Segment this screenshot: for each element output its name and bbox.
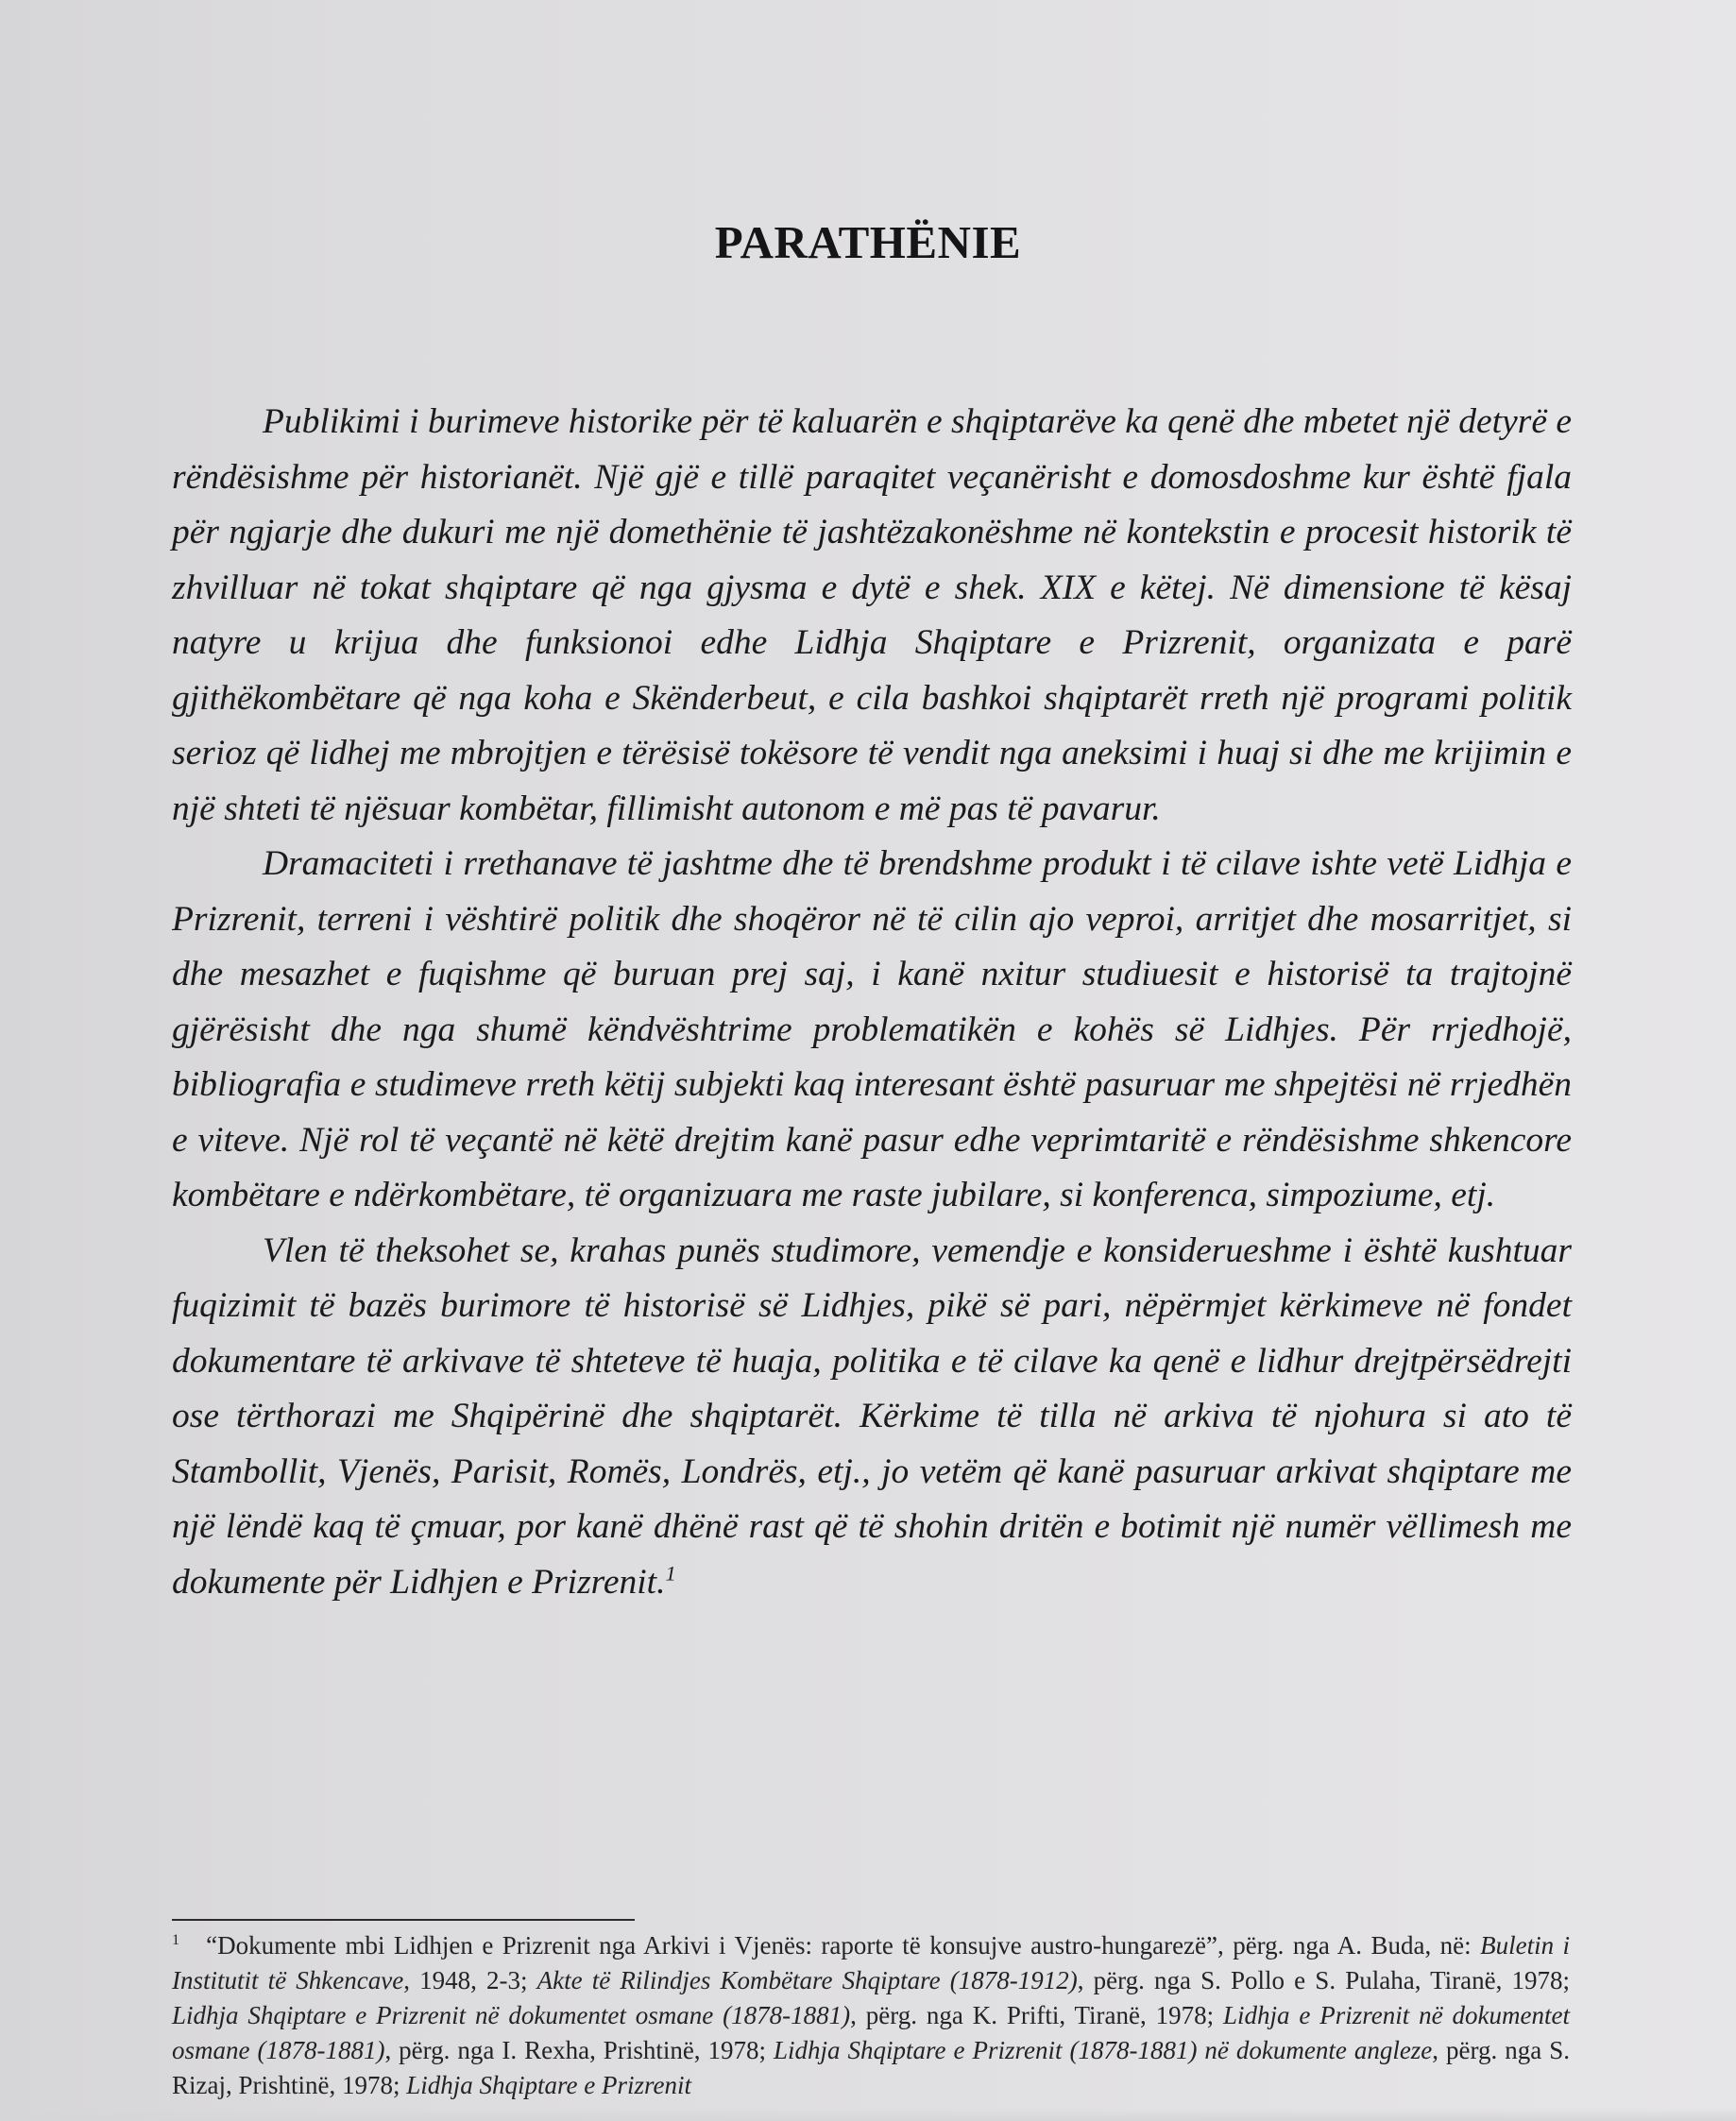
- footnote-title: Buletin i Institutit të Shkencave: [172, 1931, 1571, 1994]
- footnote-title: Lidhja Shqiptare e Prizrenit në dokumentet osmane (1878-1881): [172, 2001, 851, 2029]
- footnote-reference[interactable]: 1: [665, 1561, 676, 1585]
- page-title: PARATHËNIE: [714, 216, 1022, 268]
- paragraph-1: Publikimi i burimeve historike për të kaluarën e shqiptarëve ka qenë dhe mbetet një detyrë e rëndësishme për historianët. Një gjë e tillë paraqitet veçanërisht e domosdoshme kur është fjala për ngjarje dhe dukuri me një domethënie të jashtëzakonëshme në kontekstin e procesit historik të zhvilluar në tokat shqiptare që nga gjysma e dytë e shek. XIX e këtej. Në dimensione të kësaj natyre u krijua dhe funksionoi edhe Lidhja Shqiptare e Prizrenit, organizata e parë gjithëkombëtare që nga koha e Skënderbeut, e cila bashkoi shqiptarët rreth një programi politik serioz që lidhej me mbrojtjen e tërësisë tokësore të vendit nga aneksimi i huaj si dhe me krijimin e një shteti të njësuar kombëtar, fillimisht autonom e më pas të pavarur.: [172, 402, 1572, 828]
- footnote-run: , përg. nga S. Rizaj, Prishtinë, 1978;: [172, 2036, 1570, 2099]
- footnote-text: [172, 1931, 1570, 2099]
- body-text: [172, 395, 1572, 1610]
- page-bottom-edge: [0, 2108, 1736, 2121]
- footnote-run: , përg. nga K. Prifti, Tiranë, 1978;: [850, 2001, 1223, 2029]
- footnote-marker: 1: [172, 1931, 180, 1948]
- footnote-title: Lidhja Shqiptare e Prizrenit (1878-1881) në dokumente angleze: [774, 2036, 1433, 2064]
- footnote-title: Akte të Rilindjes Kombëtare Shqiptare (1878-1912): [536, 1966, 1078, 1994]
- footnote-title: Lidhja e Prizrenit në dokumentet osmane (1878-1881): [172, 2001, 1570, 2064]
- footnote-title: Lidhja Shqiptare e Prizrenit: [406, 2071, 691, 2099]
- paragraph-3: [172, 1224, 1572, 1611]
- paragraph-3-text: Vlen të theksohet se, krahas punës studimore, vemendje e konsiderueshme i është kushtuar fuqizimit të bazës burimore të historisë së Lidhjes, pikë së pari, nëpërmjet kërkimeve në fondet dokumentare të arkivave të shteteve të huaja, politika e të cilave ka qenë e lidhur drejtpërsëdrejti ose tërthorazi me Shqipërinë dhe shqiptarët. Kërkime të tilla në arkiva të njohura si ato të Stambollit, Vjenës, Parisit, Romës, Londrës, etj., jo vetëm që kanë pasuruar arkivat shqiptare me një lëndë kaq të çmuar, por kanë dhënë rast që të shohin dritën e botimit një numër vëllimesh me dokumente për Lidhjen e Prizrenit.: [172, 1230, 1572, 1602]
- footnote-1: [172, 1928, 1570, 2103]
- footnote-run: , përg. nga I. Rexha, Prishtinë, 1978;: [384, 2036, 774, 2064]
- footnote-run: “Dokumente mbi Lidhjen e Prizrenit nga Arkivi i Vjenës: raporte të konsujve austro-hungarezë”, përg. nga A. Buda, në:: [206, 1931, 1481, 1960]
- footnote-run: , përg. nga S. Pollo e S. Pulaha, Tiranë, 1978;: [1077, 1966, 1570, 1994]
- footnote-separator: [172, 1919, 635, 1921]
- footnote-run: , 1948, 2-3;: [403, 1966, 537, 1994]
- paragraph-2: Dramaciteti i rrethanave të jashtme dhe të brendshme produkt i të cilave ishte vetë Lidhja e Prizrenit, terreni i vështirë politik dhe shoqëror në të cilin ajo veproi, arritjet dhe mosarritjet, si dhe mesazhet e fuqishme që buruan prej saj, i kanë nxitur studiuesit e historisë ta trajtojnë gjërësisht dhe nga shumë këndvështrime problematikën e kohës së Lidhjes. Për rrjedhojë, bibliografia e studimeve rreth këtij subjekti kaq interesant është pasuruar me shpejtësi në rrjedhën e viteve. Një rol të veçantë në këtë drejtim kanë pasur edhe veprimtaritë e rëndësishme shkencore kombëtare e ndërkombëtare, të organizuara me raste jubilare, si konferenca, simpoziume, etj.: [172, 844, 1572, 1214]
